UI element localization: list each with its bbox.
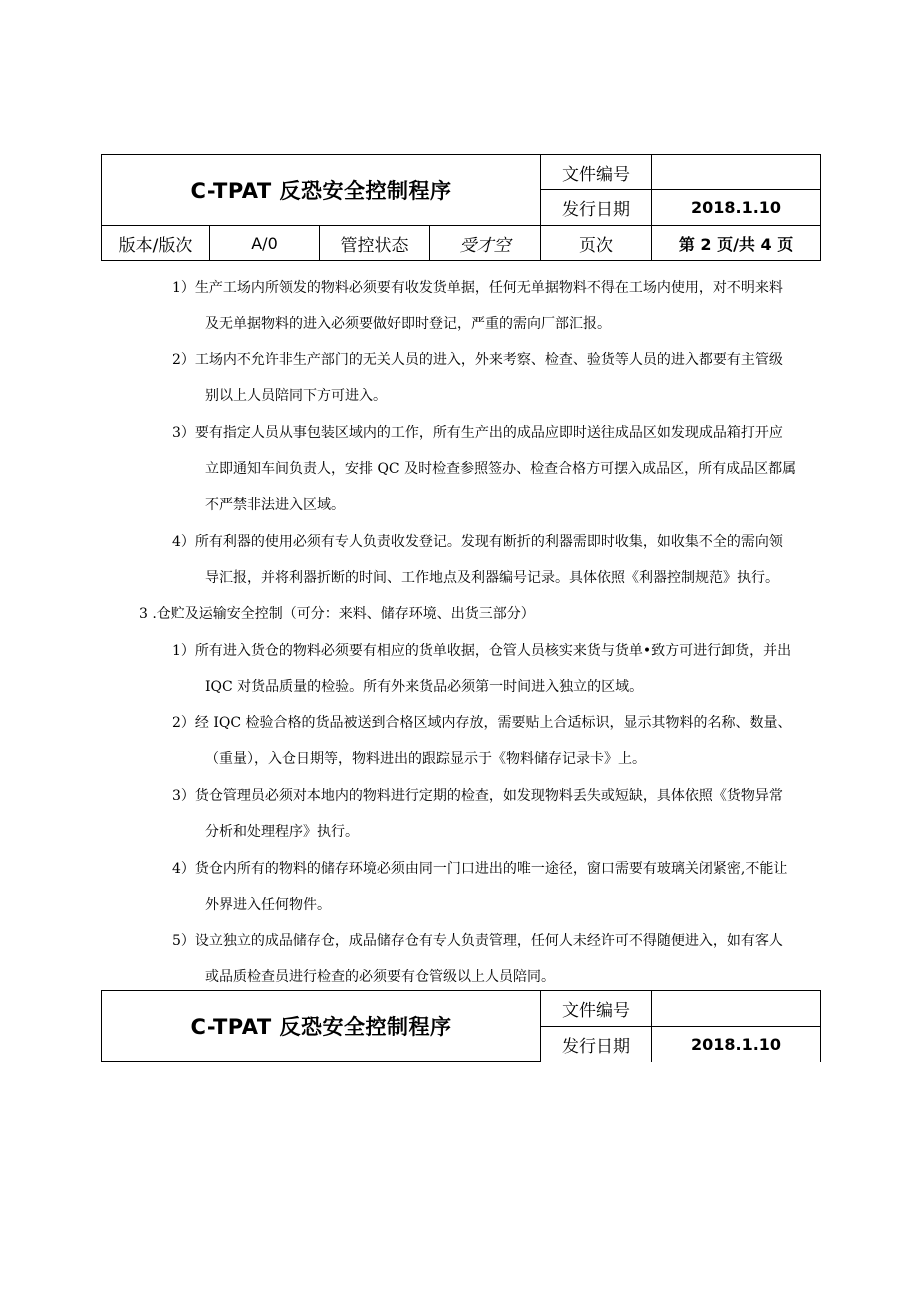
page-value: 第 2 页/共 4 页 <box>652 226 821 261</box>
list-item: 4）货仓内所有的物料的储存环境必须由同一门口进出的唯一途径，窗口需要有玻璃关闭紧密,不能让 <box>172 861 788 877</box>
list-item-continuation: 别以上人员陪同下方可进入。 <box>205 388 387 404</box>
list-item: 1）生产工场内所领发的物料必须要有收发货单据，任何无单据物料不得在工场内使用，对不明来料 <box>172 280 783 296</box>
control-status-label: 管控状态 <box>320 226 430 261</box>
list-item: 4）所有利器的使用必须有专人负责收发登记。发现有断折的利器需即时收集，如收集不全的需向领 <box>172 534 783 550</box>
doc-number-value <box>652 991 821 1027</box>
list-item-continuation: 立即通知车间负责人，安排 QC 及时检查参照签办、检查合格方可摆入成品区，所有成品区都属 <box>205 461 797 477</box>
next-page-title: C-TPAT 反恐安全控制程序 <box>102 991 541 1062</box>
list-item: 5）设立独立的成品储存仓，成品储存仓有专人负责管理，任何人未经许可不得随便进入，如有客人 <box>172 933 783 949</box>
control-status-value: 受才空 <box>430 226 541 261</box>
next-page-header-table <box>101 990 821 1062</box>
issue-date-value: 2018.1.10 <box>652 1027 821 1062</box>
list-item: 3）货仓管理员必须对本地内的物料进行定期的检查，如发现物料丢失或短缺，具体依照《货物异常 <box>172 788 783 804</box>
list-item-continuation: 不严禁非法进入区域。 <box>205 497 345 513</box>
document-title: C-TPAT 反恐安全控制程序 <box>102 155 541 226</box>
document-header-table <box>101 154 821 261</box>
issue-date-label: 发行日期 <box>541 1027 652 1062</box>
list-item-continuation: 分析和处理程序》执行。 <box>205 824 359 840</box>
list-item: 2）工场内不允许非生产部门的无关人员的进入，外来考察、检查、验货等人员的进入都要有主管级 <box>172 352 783 368</box>
list-item: 2）经 IQC 检验合格的货品被送到合格区域内存放，需要贴上合适标识，显示其物料的名称、数量、 <box>172 715 792 731</box>
list-item-continuation: 及无单据物料的进入必须要做好即时登记，严重的需向厂部汇报。 <box>205 316 611 332</box>
doc-number-value <box>652 155 821 190</box>
list-item-continuation: 或品质检查员进行检查的必须要有仓管级以上人员陪同。 <box>205 969 555 985</box>
list-item: 1）所有进入货仓的物料必须要有相应的货单收据，仓管人员核实来货与货单•致方可进行卸货，并出 <box>172 643 792 659</box>
list-item-continuation: （重量），入仓日期等，物料进出的跟踪显示于《物料储存记录卡》上。 <box>205 751 646 767</box>
version-label: 版本/版次 <box>102 226 210 261</box>
version-value: A/0 <box>210 226 320 261</box>
doc-number-label: 文件编号 <box>541 991 652 1027</box>
list-item-continuation: 导汇报，并将利器折断的时间、工作地点及利器编号记录。具体依照《利器控制规范》执行。 <box>205 570 779 586</box>
list-item-continuation: 外界进入任何物件。 <box>205 897 331 913</box>
list-item-continuation: IQC 对货品质量的检验。所有外来货品必须第一时间进入独立的区域。 <box>205 679 644 695</box>
page-label: 页次 <box>541 226 652 261</box>
issue-date-value: 2018.1.10 <box>652 190 821 226</box>
doc-number-label: 文件编号 <box>541 155 652 190</box>
issue-date-label: 发行日期 <box>541 190 652 226</box>
list-item: 3）要有指定人员从事包装区域内的工作，所有生产出的成品应即时送往成品区如发现成品箱打开应 <box>172 425 783 441</box>
section-heading: 3 .仓贮及运输安全控制（可分：来料、储存环境、出货三部分） <box>139 606 535 622</box>
